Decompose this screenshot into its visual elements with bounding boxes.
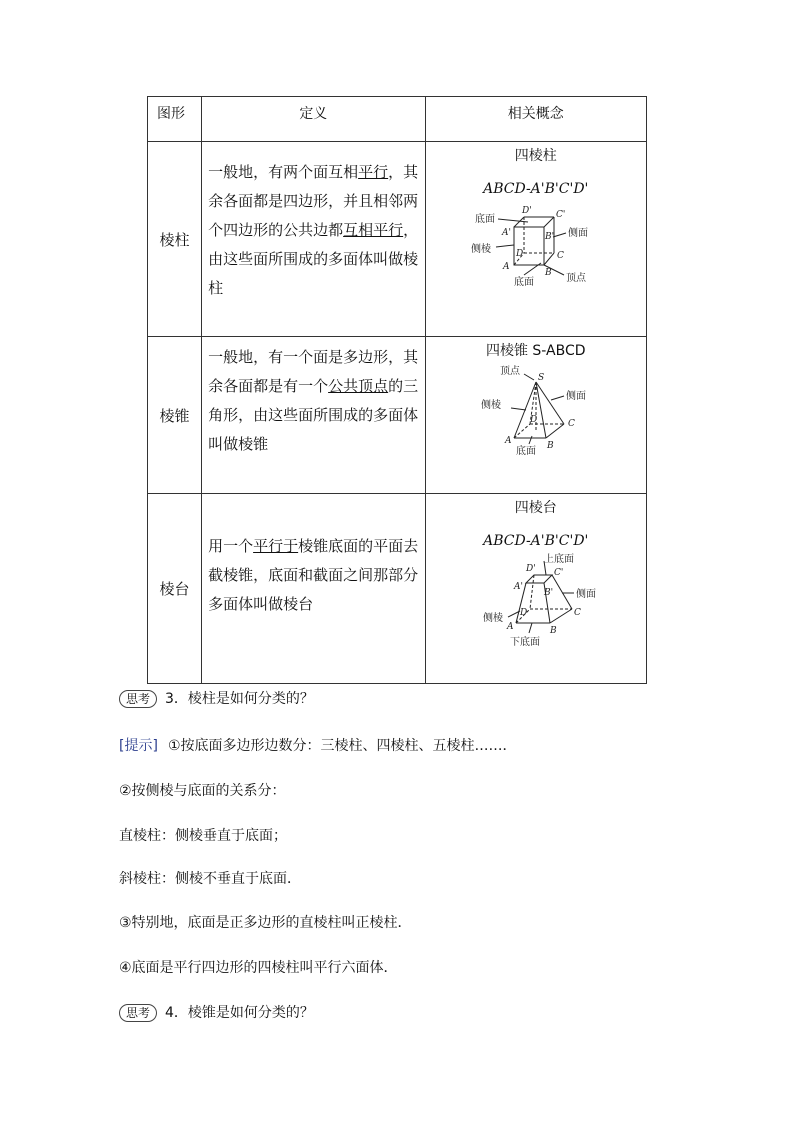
prism-diagram (426, 205, 647, 315)
figure-title-frustum: 四棱台 (514, 500, 557, 516)
svg-text:A: A (506, 622, 514, 632)
header-definition: 定义 (299, 106, 328, 122)
figure-title-pyramid: 四棱锥 S-ABCD (485, 343, 586, 359)
svg-text:A: A (502, 262, 510, 272)
think-badge: 思考 (119, 1004, 157, 1022)
text-line-4: ③特别地，底面是正多边形的直棱柱叫正棱柱． (119, 915, 412, 931)
think-question-4: 思考 4．棱锥是如何分类的？ (119, 1002, 314, 1022)
header-concepts: 相关概念 (507, 106, 564, 122)
row-name-pyramid: 棱锥 (159, 406, 190, 425)
row-name-prism: 棱柱 (159, 230, 190, 249)
definition-prism: 一般地，有两个面互相平行，其余各面都是四边形，并且相邻两个四边形的公共边都互相平行，由这些面所围成的多面体叫做棱柱 (208, 163, 419, 297)
header-figure: 图形 (157, 106, 185, 122)
text-line-3: 斜棱柱：侧棱不垂直于底面． (119, 871, 301, 887)
svg-text:D': D' (525, 564, 536, 574)
hint-label: [提示] (119, 738, 158, 754)
table-row-pyramid (148, 337, 647, 494)
svg-text:S: S (537, 373, 544, 383)
svg-text:B': B' (544, 232, 554, 242)
pyramid-label-base: 底面 (515, 446, 536, 457)
prism-label-lateral-edge: 侧棱 (470, 244, 491, 255)
svg-text:C': C' (555, 210, 565, 220)
row-name-frustum: 棱台 (159, 580, 190, 598)
definition-frustum: 用一个平行于棱锥底面的平面去截棱锥，底面和截面之间那部分多面体叫做棱台 (208, 537, 419, 613)
svg-text:C': C' (553, 568, 563, 578)
svg-text:D: D (519, 608, 527, 618)
table-row-prism (148, 142, 647, 337)
frustum-label-bottom-base: 下底面 (509, 637, 540, 648)
svg-text:D: D (529, 415, 537, 425)
frustum-label-top-base: 上底面 (543, 554, 574, 565)
figure-notation-frustum: ABCD-A'B'C'D' (483, 533, 589, 549)
svg-text:C: C (556, 251, 564, 261)
svg-text:D: D (515, 249, 523, 259)
pyramid-label-lateral-face: 侧面 (565, 391, 586, 402)
prism-label-lateral-face: 侧面 (567, 228, 588, 239)
pyramid-label-vertex: 顶点 (499, 366, 520, 377)
text-line-5: ④底面是平行四边形的四棱柱叫平行六面体． (119, 960, 398, 976)
table-row-frustum (148, 494, 647, 684)
concept-table (147, 96, 647, 684)
prism-label-vertex: 顶点 (565, 273, 586, 284)
pyramid-diagram (426, 364, 647, 474)
think-badge: 思考 (119, 690, 157, 708)
prism-label-top-base: 底面 (474, 214, 495, 225)
table-header-row (148, 97, 647, 142)
svg-text:C: C (567, 419, 575, 429)
svg-text:B: B (544, 268, 552, 278)
think-question-3: 思考 3．棱柱是如何分类的？ (119, 688, 314, 708)
definition-pyramid: 一般地，有一个面是多边形，其余各面都是有一个公共顶点的三角形，由这些面所围成的多面体叫做棱锥 (208, 348, 419, 453)
svg-text:D': D' (521, 206, 532, 216)
svg-text:A': A' (513, 582, 523, 592)
svg-text:B': B' (543, 588, 553, 598)
text-line-1: ②按侧棱与底面的关系分： (119, 783, 286, 799)
prism-label-bottom-base: 底面 (513, 277, 534, 288)
pyramid-label-lateral-edge: 侧棱 (480, 400, 501, 411)
svg-text:B: B (546, 441, 554, 451)
svg-text:A': A' (501, 228, 511, 238)
figure-notation-prism: ABCD-A'B'C'D' (483, 181, 589, 197)
figure-title-prism: 四棱柱 (514, 148, 557, 164)
frustum-label-lateral-edge: 侧棱 (482, 613, 503, 624)
frustum-diagram (426, 553, 647, 668)
text-line-2: 直棱柱：侧棱垂直于底面； (119, 828, 287, 844)
svg-text:C: C (573, 608, 581, 618)
svg-text:A: A (504, 436, 512, 446)
svg-text:B: B (549, 626, 557, 636)
hint-line: [提示] ①按底面多边形边数分：三棱柱、四棱柱、五棱柱……． (119, 738, 517, 754)
frustum-label-lateral-face: 侧面 (575, 589, 596, 600)
